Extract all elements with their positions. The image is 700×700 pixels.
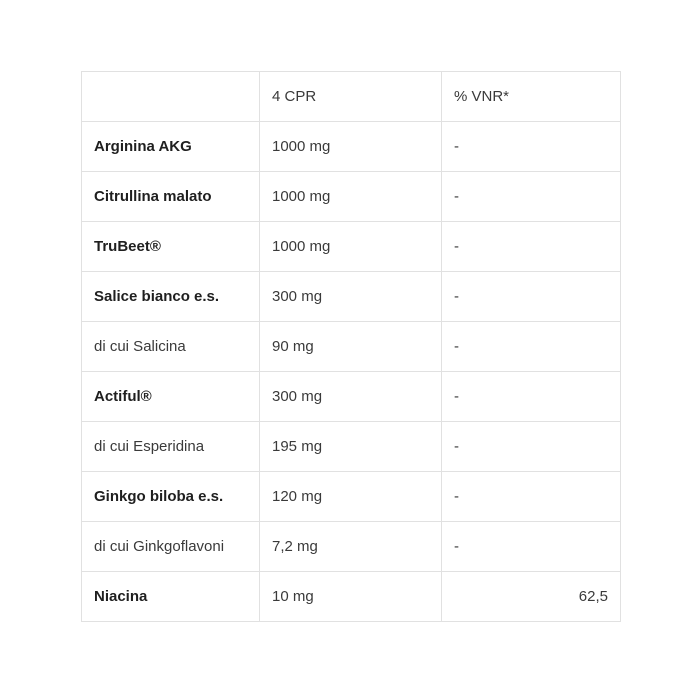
amount-cell: 1000 mg — [260, 172, 442, 222]
table-row — [82, 372, 621, 422]
table-row — [82, 522, 621, 572]
header-amount-per-4cpr: 4 CPR — [260, 72, 442, 122]
amount-cell: 10 mg — [260, 572, 442, 622]
amount-cell: 195 mg — [260, 422, 442, 472]
vnr-cell: - — [442, 172, 621, 222]
vnr-cell: - — [442, 322, 621, 372]
vnr-cell: - — [442, 472, 621, 522]
table-row — [82, 572, 621, 622]
ingredient-name-cell: di cui Salicina — [82, 322, 260, 372]
ingredient-name-cell: Citrullina malato — [82, 172, 260, 222]
table-row — [82, 272, 621, 322]
ingredient-name-cell: Salice bianco e.s. — [82, 272, 260, 322]
table-header — [82, 72, 621, 122]
table-row — [82, 122, 621, 172]
supplement-facts-table — [81, 71, 621, 622]
amount-cell: 1000 mg — [260, 122, 442, 172]
ingredient-name-cell: Actiful® — [82, 372, 260, 422]
header-ingredient — [82, 72, 260, 122]
amount-cell: 90 mg — [260, 322, 442, 372]
table-row — [82, 472, 621, 522]
table-row — [82, 172, 621, 222]
ingredient-name-cell: di cui Esperidina — [82, 422, 260, 472]
vnr-cell: - — [442, 222, 621, 272]
amount-cell: 7,2 mg — [260, 522, 442, 572]
table-row — [82, 322, 621, 372]
ingredient-name-cell: Niacina — [82, 572, 260, 622]
vnr-cell: 62,5 — [442, 572, 621, 622]
amount-cell: 1000 mg — [260, 222, 442, 272]
ingredient-name-cell: di cui Ginkgoflavoni — [82, 522, 260, 572]
amount-cell: 120 mg — [260, 472, 442, 522]
ingredient-name-cell: Arginina AKG — [82, 122, 260, 172]
table-row — [82, 222, 621, 272]
ingredient-name-cell: Ginkgo biloba e.s. — [82, 472, 260, 522]
vnr-cell: - — [442, 422, 621, 472]
table-body — [82, 122, 621, 622]
amount-cell: 300 mg — [260, 272, 442, 322]
vnr-cell: - — [442, 272, 621, 322]
header-row — [82, 72, 621, 122]
header-percent-vnr: % VNR* — [442, 72, 621, 122]
table-row — [82, 422, 621, 472]
vnr-cell: - — [442, 522, 621, 572]
vnr-cell: - — [442, 372, 621, 422]
ingredient-name-cell: TruBeet® — [82, 222, 260, 272]
amount-cell: 300 mg — [260, 372, 442, 422]
vnr-cell: - — [442, 122, 621, 172]
